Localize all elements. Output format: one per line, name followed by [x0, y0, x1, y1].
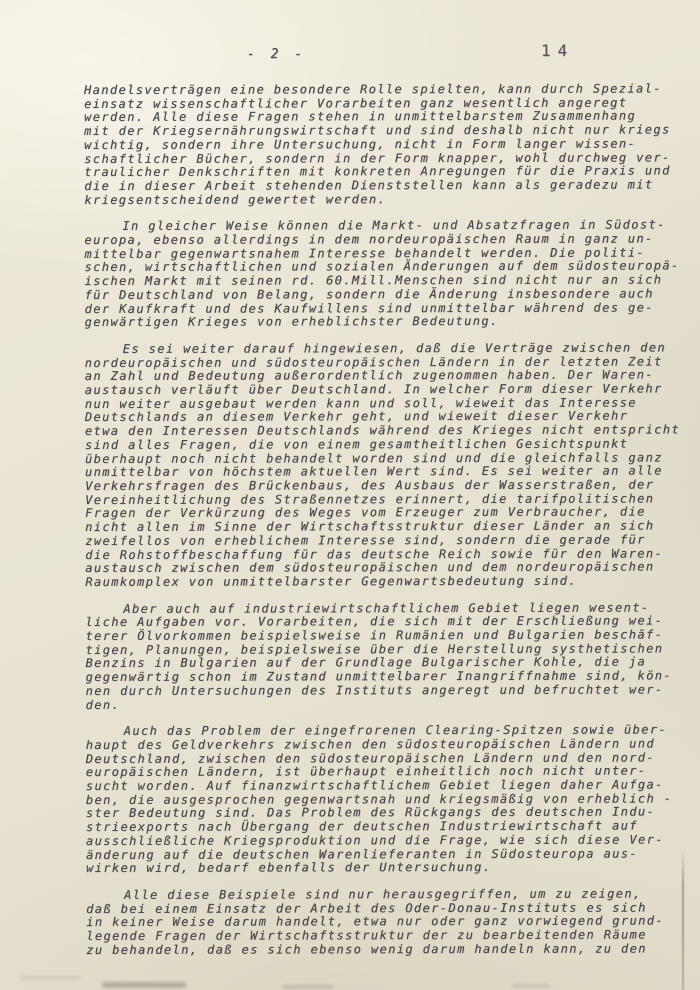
text-line: liche Aufgaben vor. Vorarbeiten, die sich mit der Erschließung wei- — [85, 613, 664, 630]
text-line: Es sei weiter darauf hingewiesen, daß die Verträge zwischen den — [122, 340, 667, 356]
text-line: ausschließliche Kriegsproduktion und die Frage, wie sich diese Ver- — [85, 832, 664, 848]
text-line: Deutschlands an diesem Verkehr geht, und wieweit dieser Verkehr — [84, 409, 629, 425]
text-line: ben, die ausgesprochen gegenwartsnah und kriegsmäßig von erheblich - — [85, 791, 673, 807]
text-line: in keiner Weise darum handelt, etwa nur oder ganz vorwiegend grund- — [86, 913, 665, 930]
text-line: traulicher Denkschriften mit konkreten Anregungen für die Praxis und — [84, 163, 671, 180]
text-line: europa, ebenso allerdings in dem nordeuropäischen Raum in ganz un- — [84, 231, 654, 248]
text-line: Deutschland, zwischen den südosteuropäischen Ländern und den nord- — [85, 750, 656, 766]
text-line: sucht worden. Auf finanzwirtschaftlichem Gebiet liegen daher Aufga- — [85, 777, 664, 794]
ink-smudge — [20, 976, 80, 980]
text-line: Verkehrsfragen des Brückenbaus, des Ausbaus der Wasserstraßen, der — [85, 477, 655, 493]
text-line: änderung auf die deutschen Warenlieferanten in Südosteuropa aus- — [85, 846, 639, 862]
text-line: Alle diese Beispiele sind nur herausgegriffen, um zu zeigen, — [124, 886, 642, 902]
text-line: überhaupt noch nicht behandelt worden sind und die gleichfalls ganz — [84, 450, 663, 466]
text-line: die in dieser Arbeit stehenden Dienststellen kann als geradezu mit — [84, 177, 654, 193]
text-line: wichtig, sondern ihre Untersuchung, nicht in Form langer wissen- — [84, 136, 637, 152]
text-line: genwärtigen Krieges von erheblichster Bedeutung. — [84, 314, 499, 330]
text-line: zweifellos von erheblichem Interesse sind, sondern die gerade für — [85, 532, 646, 548]
text-line: nordeuropäischen und südosteuropäischen Ländern in der letzten Zeit — [84, 354, 663, 370]
paragraph — [85, 341, 700, 589]
text-line: den. — [85, 697, 121, 712]
text-line: Raumkomplex von unmittelbarster Gegenwartsbedeutung sind. — [85, 573, 577, 589]
text-line: werden. Alle diese Fragen stehen in unmittelbarstem Zusammenhang — [84, 108, 637, 125]
text-line: Fragen der Verkürzung des Weges vom Erzeuger zum Verbraucher, die — [85, 504, 646, 521]
paragraph — [86, 887, 700, 957]
text-line: daß bei einem Einsatz der Arbeit des Oder-Donau-Instituts es sich — [86, 900, 647, 916]
page-number: - 2 - — [247, 47, 307, 62]
text-line: austausch verläuft über Deutschland. In welcher Form dieser Verkehr — [84, 381, 663, 398]
text-line: mit der Kriegsernährungswirtschaft und sind deshalb nicht nur kriegs — [84, 122, 671, 139]
text-line: Auch das Problem der eingefrorenen Clearing-Spitzen sowie über- — [123, 722, 668, 739]
text-line: an Zahl und Bedeutung außerordentlich zugenommen haben. Der Waren- — [84, 367, 655, 384]
text-line: für Deutschland von Belang, sondern die Änderung insbesondere auch — [84, 286, 654, 302]
text-line: Benzins in Bulgarien auf der Grundlage Bulgarischer Kohle, die ja — [85, 654, 647, 671]
text-line: In gleicher Weise können die Markt- und Absatzfragen in Südost- — [122, 217, 666, 234]
ink-smudge — [102, 982, 186, 988]
paragraph — [85, 601, 700, 712]
text-line: ster Bedeutung sind. Das Problem des Rückgangs des deutschen Indu- — [85, 804, 656, 821]
text-line: austausch zwischen dem südosteuropäischen und dem nordeuropäischen — [85, 559, 655, 576]
text-line: wirken wird, bedarf ebenfalls der Untersuchung. — [86, 860, 492, 876]
document-body — [84, 82, 700, 970]
text-line: terer Ölvorkommen beispielsweise in Rumänien und Bulgarien beschäf- — [85, 627, 664, 644]
text-line: haupt des Geldverkehrs zwischen den südosteuropäischen Ländern und — [85, 736, 655, 752]
text-line: zu behandeln, daß es sich ebenso wenig darum handeln kann, zu den — [86, 941, 647, 957]
text-line: tigen, Planungen, beispielsweise über die Herstellung systhetischen — [85, 641, 664, 657]
paper-edge-artifact — [682, 850, 684, 990]
text-line: etwa den Interessen Deutschlands während des Krieges nicht entspricht — [84, 422, 681, 439]
text-line: einsatz wissenschaftlicher Vorarbeiten ganz wesentlich angeregt — [84, 95, 628, 111]
text-line: sind alles Fragen, die von einem gesamtheitlichen Gesichtspunkt — [84, 436, 629, 452]
text-line: nen durch Untersuchungen des Instituts angeregt und befruchtet wer- — [85, 682, 664, 698]
text-line: der Kaufkraft und des Kaufwillens sind unmittelbar während des ge- — [84, 300, 654, 316]
ink-smudge — [282, 985, 334, 989]
paragraph — [86, 724, 700, 876]
text-line: ischen Markt mit seinen rd. 60.Mill.Menschen sind nicht nur an sich — [84, 272, 663, 289]
text-line: Aber auch auf industriewirtschaftlichem Gebiet liegen wesent- — [123, 600, 650, 616]
text-line: Handelsverträgen eine besondere Rolle spielten, kann durch Spezial- — [83, 81, 662, 97]
text-line: mittelbar gegenwartsnahem Interesse behandelt werden. Die politi- — [84, 245, 646, 261]
text-line: gegenwärtig schon im Zustand unmittelbarer Inangriffnahme sind, kön- — [85, 668, 673, 685]
text-line: Vereinheitlichung des Straßennetzes erinnert, die tarifpolitischen — [85, 491, 655, 507]
text-line: europäischen Ländern, ist überhaupt einheitlich noch nicht unter- — [85, 763, 647, 780]
ink-smudge — [512, 984, 550, 988]
text-line: schen, wirtschaftlichen und sozialen Änderungen auf dem südosteuropä- — [84, 258, 680, 275]
text-line: schaftlicher Bücher, sondern in der Form knapper, wohl durchweg ver- — [84, 149, 671, 166]
text-line: unmittelbar von höchstem aktuellen Wert sind. Es sei weiter an alle — [84, 463, 663, 480]
text-line: die Rohstoffbeschaffung für das deutsche Reich sowie für den Waren- — [85, 545, 664, 562]
text-line: strieexports nach Übergang der deutschen Industriewirtschaft auf — [85, 818, 638, 835]
text-line: nicht allen im Sinne der Wirtschaftsstruktur dieser Länder an sich — [85, 518, 655, 535]
text-line: kriegsentscheidend gewertet werden. — [84, 191, 387, 207]
text-line: legende Fragen der Wirtschaftsstruktur der zu bearbeitenden Räume — [86, 927, 647, 944]
folio-number: 14 — [541, 41, 575, 60]
text-line: nun weiter ausgebaut werden kann und soll, wieweit das Interesse — [84, 395, 637, 411]
paragraph — [84, 82, 700, 207]
paragraph — [84, 219, 700, 330]
